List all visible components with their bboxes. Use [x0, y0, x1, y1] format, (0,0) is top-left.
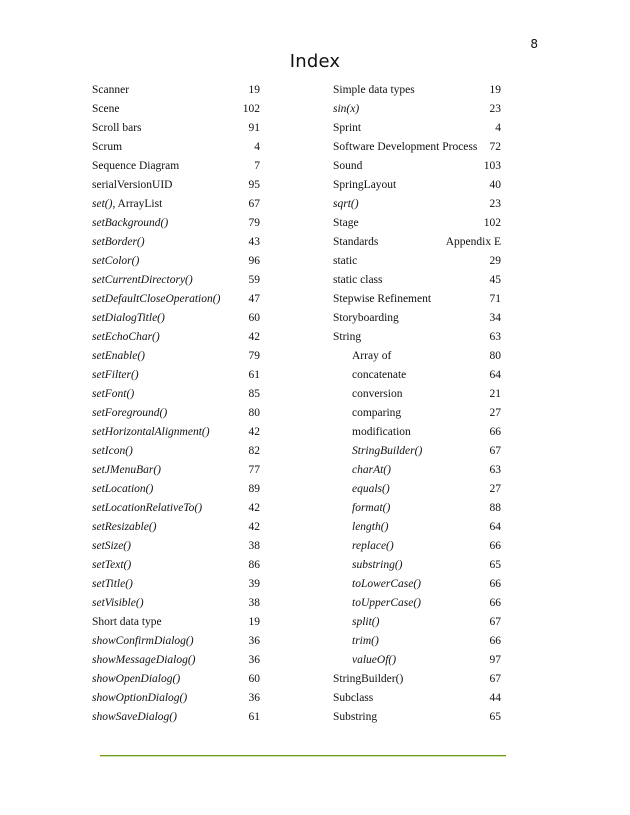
index-term: trim()	[352, 635, 379, 647]
index-term: conversion	[352, 388, 403, 400]
index-term: concatenate	[352, 369, 407, 381]
index-subentry	[333, 423, 501, 442]
index-term-rest: , ArrayList	[112, 198, 163, 210]
index-page-ref: 64	[489, 369, 501, 381]
index-page-ref: 27	[489, 483, 501, 495]
index-entry	[333, 100, 501, 119]
index-page-ref: 19	[248, 616, 260, 628]
index-term: setEchoChar()	[92, 331, 160, 343]
index-page-ref: 67	[489, 616, 501, 628]
index-term: showMessageDialog()	[92, 654, 196, 666]
index-term: showOptionDialog()	[92, 692, 188, 704]
index-page-ref: 23	[489, 103, 501, 115]
index-term: charAt()	[352, 464, 391, 476]
index-page-ref: 66	[489, 540, 501, 552]
index-term: Sequence Diagram	[92, 160, 180, 172]
index-page-ref: 97	[489, 654, 501, 666]
index-subentry	[333, 499, 501, 518]
index-page-ref: 45	[489, 274, 501, 286]
index-entry	[333, 689, 501, 708]
index-page-ref: 91	[248, 122, 260, 134]
index-entry	[333, 670, 501, 689]
index-page-ref: 36	[248, 692, 260, 704]
index-page-ref: 67	[248, 198, 260, 210]
index-subentry	[333, 537, 501, 556]
page-title: Index	[289, 51, 341, 72]
index-entry	[92, 214, 260, 233]
index-page-ref: 19	[248, 84, 260, 96]
index-entry	[92, 651, 260, 670]
index-page-ref: 103	[483, 160, 501, 172]
index-term: setResizable()	[92, 521, 157, 533]
index-term: showOpenDialog()	[92, 673, 181, 685]
index-entry	[92, 81, 260, 100]
index-entry	[92, 480, 260, 499]
index-page-ref: 66	[489, 635, 501, 647]
index-page-ref: 42	[248, 502, 260, 514]
index-page-ref: 23	[489, 198, 501, 210]
index-page-ref: Appendix E	[445, 236, 501, 248]
index-term	[92, 195, 162, 214]
index-page-ref: 38	[248, 540, 260, 552]
index-entry	[333, 81, 501, 100]
index-page-ref: 42	[248, 426, 260, 438]
index-subentry	[333, 518, 501, 537]
index-page-ref: 86	[248, 559, 260, 571]
index-entry	[92, 708, 260, 727]
index-entry	[333, 708, 501, 727]
index-entry	[333, 309, 501, 328]
index-entry	[92, 461, 260, 480]
index-term: setDialogTitle()	[92, 312, 165, 324]
index-term: Scroll bars	[92, 122, 142, 134]
index-term: static	[333, 255, 358, 267]
index-term: sqrt()	[333, 198, 359, 210]
index-page-ref: 60	[248, 312, 260, 324]
index-page-ref: 79	[248, 350, 260, 362]
index-term: Sprint	[333, 122, 362, 134]
index-term: replace()	[352, 540, 394, 552]
index-page-ref: 43	[248, 236, 260, 248]
index-page-ref: 85	[248, 388, 260, 400]
index-term: Storyboarding	[333, 312, 399, 324]
index-term: Software Development Process	[333, 141, 478, 153]
index-page-ref: 64	[489, 521, 501, 533]
index-subentry	[333, 556, 501, 575]
index-term: setHorizontalAlignment()	[92, 426, 210, 438]
index-term: Scanner	[92, 84, 130, 96]
index-term: setBackground()	[92, 217, 169, 229]
index-page-ref: 82	[248, 445, 260, 457]
index-term: StringBuilder()	[333, 673, 404, 685]
index-page-ref: 80	[489, 350, 501, 362]
index-page-ref: 61	[248, 369, 260, 381]
page-number: 8	[530, 37, 538, 51]
index-page-ref: 40	[489, 179, 501, 191]
index-term: Subclass	[333, 692, 374, 704]
index-page-ref: 21	[489, 388, 501, 400]
index-term: static class	[333, 274, 383, 286]
index-term: setDefaultCloseOperation()	[92, 293, 221, 305]
index-entry	[92, 499, 260, 518]
index-page-ref: 36	[248, 635, 260, 647]
index-page-ref: 66	[489, 426, 501, 438]
index-page-ref: 63	[489, 331, 501, 343]
index-entry	[333, 195, 501, 214]
index-entry	[333, 252, 501, 271]
index-term: setFont()	[92, 388, 135, 400]
index-subentry	[333, 651, 501, 670]
index-page-ref: 88	[489, 502, 501, 514]
index-entry	[333, 176, 501, 195]
index-entry	[92, 442, 260, 461]
index-entry	[92, 575, 260, 594]
index-term: Standards	[333, 236, 379, 248]
index-entry	[92, 423, 260, 442]
index-page-ref: 4	[254, 141, 260, 153]
index-page-ref: 102	[483, 217, 501, 229]
index-term: toUpperCase()	[352, 597, 421, 609]
index-page-ref: 60	[248, 673, 260, 685]
index-term: showSaveDialog()	[92, 711, 177, 723]
index-term: setEnable()	[92, 350, 146, 362]
index-entry	[92, 119, 260, 138]
index-page-ref: 61	[248, 711, 260, 723]
index-subentry	[333, 385, 501, 404]
index-entry	[92, 328, 260, 347]
index-page-ref: 89	[248, 483, 260, 495]
index-page-ref: 42	[248, 331, 260, 343]
index-page-ref: 39	[248, 578, 260, 590]
index-term: showConfirmDialog()	[92, 635, 194, 647]
index-term: setSize()	[92, 540, 131, 552]
index-entry	[92, 233, 260, 252]
index-entry	[92, 366, 260, 385]
index-term: Stepwise Refinement	[333, 293, 432, 305]
index-term: setColor()	[92, 255, 140, 267]
index-term: equals()	[352, 483, 390, 495]
index-right-column	[333, 81, 501, 727]
index-subentry	[333, 632, 501, 651]
index-page-ref: 77	[248, 464, 260, 476]
index-subentry	[333, 461, 501, 480]
index-subentry	[333, 613, 501, 632]
index-term: Simple data types	[333, 84, 415, 96]
index-term: String	[333, 331, 362, 343]
index-entry	[333, 271, 501, 290]
index-term: split()	[352, 616, 380, 628]
index-entry	[92, 195, 260, 214]
index-entry	[92, 404, 260, 423]
index-page-ref: 65	[489, 559, 501, 571]
index-entry	[333, 138, 501, 157]
index-term: serialVersionUID	[92, 179, 173, 191]
index-page-ref: 27	[489, 407, 501, 419]
index-entry	[92, 556, 260, 575]
index-term: StringBuilder()	[352, 445, 423, 457]
index-term: comparing	[352, 407, 402, 419]
index-page-ref: 34	[489, 312, 501, 324]
index-entry	[92, 100, 260, 119]
index-subentry	[333, 480, 501, 499]
index-page-ref: 4	[495, 122, 501, 134]
index-subentry	[333, 347, 501, 366]
index-term: setFilter()	[92, 369, 139, 381]
index-left-column	[92, 81, 260, 727]
index-entry	[92, 271, 260, 290]
index-subentry	[333, 575, 501, 594]
index-term: toLowerCase()	[352, 578, 421, 590]
index-term: length()	[352, 521, 389, 533]
index-term-italic-part: set()	[92, 198, 113, 210]
index-entry	[92, 613, 260, 632]
index-entry	[333, 328, 501, 347]
index-term: Array of	[352, 350, 392, 362]
index-page-ref: 79	[248, 217, 260, 229]
index-page-ref: 102	[242, 103, 260, 115]
index-entry	[92, 347, 260, 366]
index-entry	[92, 290, 260, 309]
index-term: Scene	[92, 103, 120, 115]
index-page-ref: 47	[248, 293, 260, 305]
index-entry	[92, 309, 260, 328]
index-entry	[92, 252, 260, 271]
index-term: valueOf()	[352, 654, 397, 666]
index-term: setBorder()	[92, 236, 145, 248]
index-page-ref: 7	[254, 160, 260, 172]
index-page-ref: 80	[248, 407, 260, 419]
index-entry	[92, 632, 260, 651]
footer-rule	[100, 755, 506, 756]
index-page-ref: 19	[489, 84, 501, 96]
index-page-ref: 44	[489, 692, 501, 704]
index-entry	[333, 233, 501, 252]
index-page-ref: 96	[248, 255, 260, 267]
index-entry	[92, 594, 260, 613]
index-term: Stage	[333, 217, 359, 229]
index-term: setCurrentDirectory()	[92, 274, 193, 286]
index-page-ref: 59	[248, 274, 260, 286]
index-entry	[333, 214, 501, 233]
index-page-ref: 29	[489, 255, 501, 267]
index-term: setIcon()	[92, 445, 133, 457]
index-term: setLocation()	[92, 483, 154, 495]
index-term: setVisible()	[92, 597, 144, 609]
index-term: setForeground()	[92, 407, 168, 419]
index-page-ref: 71	[489, 293, 501, 305]
index-page-ref: 72	[489, 141, 501, 153]
index-term: SpringLayout	[333, 179, 397, 191]
index-page-ref: 95	[248, 179, 260, 191]
index-term: Scrum	[92, 141, 123, 153]
index-entry	[92, 138, 260, 157]
index-term: setText()	[92, 559, 132, 571]
index-page-ref: 38	[248, 597, 260, 609]
index-entry	[333, 290, 501, 309]
index-term: Substring	[333, 711, 378, 723]
index-entry	[92, 385, 260, 404]
index-entry	[92, 518, 260, 537]
index-entry	[333, 157, 501, 176]
index-page-ref: 67	[489, 445, 501, 457]
index-page-ref: 42	[248, 521, 260, 533]
index-term: setJMenuBar()	[92, 464, 161, 476]
index-entry	[92, 176, 260, 195]
index-term: modification	[352, 426, 411, 438]
index-term: format()	[352, 502, 391, 514]
index-page-ref: 36	[248, 654, 260, 666]
index-term: setLocationRelativeTo()	[92, 502, 203, 514]
index-entry	[92, 670, 260, 689]
index-subentry	[333, 442, 501, 461]
index-term: sin(x)	[333, 103, 360, 115]
index-page-ref: 66	[489, 597, 501, 609]
index-term: Sound	[333, 160, 363, 172]
index-subentry	[333, 366, 501, 385]
index-entry	[333, 119, 501, 138]
index-term: Short data type	[92, 616, 162, 628]
index-term: substring()	[352, 559, 403, 571]
index-page-ref: 66	[489, 578, 501, 590]
index-subentry	[333, 594, 501, 613]
index-page-ref: 67	[489, 673, 501, 685]
index-entry	[92, 157, 260, 176]
index-page-ref: 65	[489, 711, 501, 723]
index-entry	[92, 537, 260, 556]
index-page-ref: 63	[489, 464, 501, 476]
index-term: setTitle()	[92, 578, 133, 590]
index-subentry	[333, 404, 501, 423]
index-entry	[92, 689, 260, 708]
